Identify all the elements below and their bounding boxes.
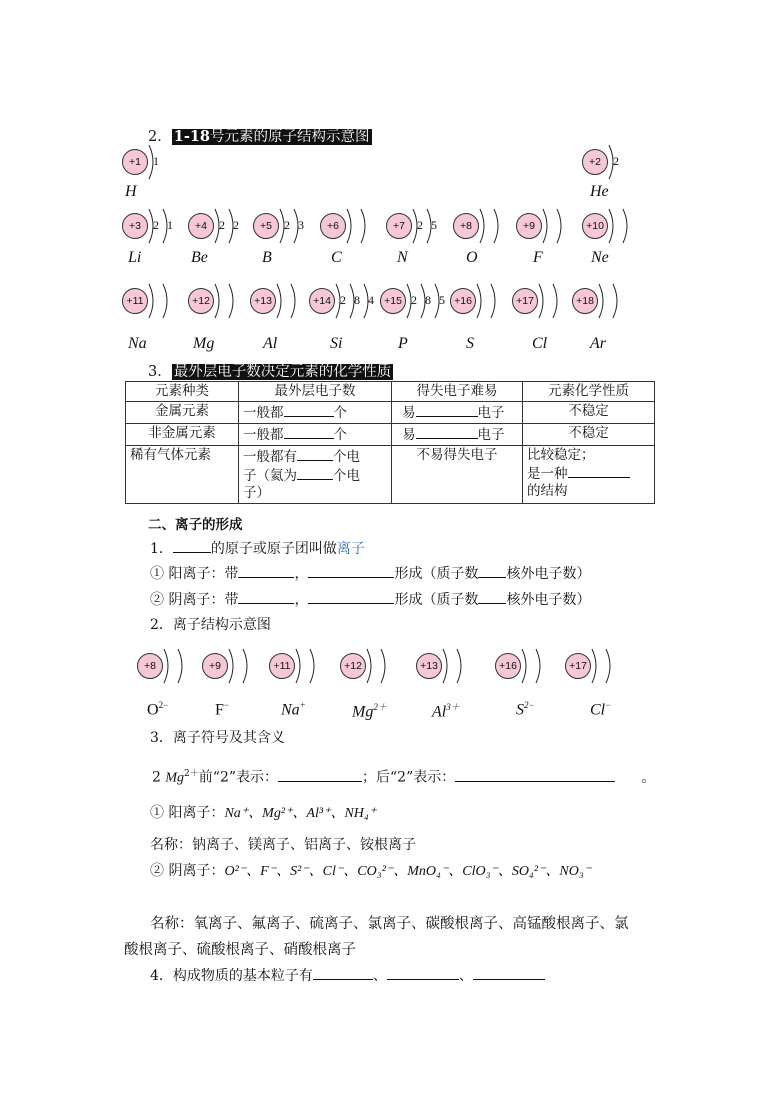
electron-shell-arc	[243, 649, 247, 683]
nucleus: +3	[122, 213, 148, 239]
ion-charge: −	[605, 700, 612, 710]
shell-electron-count: 1	[167, 218, 173, 232]
prop-cell: 不稳定	[523, 424, 655, 446]
ion-base: Al	[432, 703, 447, 721]
cell-text: 易	[402, 405, 416, 421]
text: ；后“2”表示：	[362, 769, 456, 786]
electron-shell-arc	[491, 284, 495, 318]
ion-charge: +	[299, 700, 306, 710]
fill-blank[interactable]	[297, 466, 333, 480]
ion-list: Na⁺、Mg²⁺、Al³⁺、NH₄⁺	[224, 806, 377, 821]
outer-cell	[239, 424, 392, 446]
text: 、	[458, 968, 473, 984]
ion-charge: 2−	[524, 700, 535, 710]
section-2-title	[148, 125, 372, 146]
element-symbol: P	[398, 335, 408, 352]
fill-blank[interactable]	[455, 768, 615, 782]
electron-shell-arc	[609, 209, 613, 243]
electron-shell-arc	[606, 649, 610, 683]
electron-shell-arc	[457, 649, 461, 683]
anion-examples	[150, 860, 591, 880]
cell-text: 电子	[477, 427, 505, 443]
cell-text: 是一种	[527, 466, 568, 482]
electron-shell-arc	[443, 649, 447, 683]
cell-text: 一般都有	[243, 449, 297, 465]
shell-electron-count: 2	[153, 218, 159, 232]
shell-arcs	[293, 647, 325, 685]
prop-cell	[523, 446, 655, 504]
nucleus: +7	[386, 213, 412, 239]
cell-text: 子（氦为	[243, 468, 297, 484]
shell-arcs	[212, 207, 244, 245]
electron-shell-arc	[178, 649, 182, 683]
section-heading: 二、离子的形成	[148, 517, 243, 533]
shell-electron-count: 1	[153, 154, 159, 168]
fill-blank[interactable]	[308, 590, 394, 604]
fill-blank[interactable]	[297, 447, 333, 461]
element-symbol: Si	[330, 335, 343, 352]
ion-charge: 2＋	[373, 702, 387, 712]
anion-names: 名称：氧离子、氟离子、硫离子、氯离子、碳酸根离子、高锰酸根离子、氯	[150, 916, 629, 932]
shell-electron-count: 5	[431, 218, 437, 232]
cell-text: 电子	[477, 405, 505, 421]
element-symbol: S	[466, 335, 474, 352]
shell-arcs	[536, 282, 568, 320]
shell-arcs	[477, 207, 509, 245]
ion-symbol-title: 3．离子符号及其含义	[150, 730, 285, 746]
nucleus: +13	[250, 288, 276, 314]
ion-charge: −	[223, 700, 229, 710]
ion-nucleus: +11	[269, 653, 295, 679]
shell-arcs	[212, 282, 244, 320]
shell-arcs	[606, 207, 638, 245]
fill-blank[interactable]	[473, 966, 545, 980]
text: 、	[372, 968, 387, 984]
ion-base: Mg	[352, 703, 374, 721]
electron-shell-arc	[229, 649, 233, 683]
electron-shell-arc	[164, 649, 168, 683]
fill-blank[interactable]	[173, 539, 211, 553]
ion-base: Mg	[165, 770, 185, 786]
electron-shell-arc	[367, 649, 371, 683]
cell-text: 一般都	[243, 427, 284, 443]
ion-symbol	[516, 700, 535, 719]
element-symbol: Cl	[532, 335, 548, 352]
prop-cell: 不稳定	[523, 402, 655, 424]
table-row	[126, 402, 655, 424]
cation-examples	[150, 802, 376, 822]
element-symbol: F	[533, 249, 543, 266]
fill-blank[interactable]	[478, 590, 506, 604]
electron-shell-arc	[163, 284, 167, 318]
fill-blank[interactable]	[284, 403, 334, 417]
element-symbol: Mg	[193, 335, 215, 352]
ion-charge: 2＋	[184, 769, 199, 779]
header-cell: 得失电子难易	[392, 382, 523, 402]
ion-symbol	[590, 700, 611, 719]
electron-shell-arc	[296, 649, 300, 683]
table-header-row	[126, 382, 655, 402]
element-symbol: N	[397, 249, 408, 266]
nucleus: +10	[582, 213, 608, 239]
shell-electron-count: 8	[354, 293, 360, 307]
nucleus: +4	[188, 213, 214, 239]
cell-text: 一般都	[243, 405, 284, 421]
electron-shell-arc	[592, 649, 596, 683]
fill-blank[interactable]	[416, 425, 478, 439]
text: ① 阳离子：	[150, 805, 225, 821]
fill-blank[interactable]	[278, 768, 362, 782]
ion-definition	[150, 538, 365, 558]
header-cell: 最外层电子数	[239, 382, 392, 402]
text: ① 阳离子：带	[150, 566, 239, 582]
text: 形成（质子数	[394, 592, 479, 608]
cell-text: 个	[333, 405, 347, 421]
fill-blank[interactable]	[308, 564, 394, 578]
shell-arcs	[440, 647, 472, 685]
fill-blank[interactable]	[238, 590, 294, 604]
cation-line	[150, 563, 590, 583]
ion-nucleus: +17	[565, 653, 591, 679]
shell-arcs	[540, 207, 572, 245]
electron-shell-arc	[215, 284, 219, 318]
electron-shell-arc	[277, 284, 281, 318]
electron-shell-arc	[553, 284, 557, 318]
nucleus: +2	[582, 149, 608, 175]
cell-text: 比较稳定；	[527, 447, 595, 463]
electron-shell-arc	[480, 209, 484, 243]
shell-electron-count: 8	[425, 293, 431, 307]
shell-electron-count: 2	[417, 218, 423, 232]
shell-electron-count: 2	[233, 218, 239, 232]
ion-symbol	[281, 700, 306, 719]
ion-symbol	[352, 700, 387, 721]
shell-electron-count: 2	[340, 293, 346, 307]
cell-text: 易	[402, 427, 416, 443]
shell-arcs	[344, 207, 376, 245]
element-symbol: Be	[191, 249, 208, 266]
electron-shell-arc	[599, 284, 603, 318]
cell-text: 个	[333, 427, 347, 443]
text: ，	[294, 566, 309, 582]
nucleus: +15	[380, 288, 406, 314]
ion-charge: 2−	[158, 700, 169, 710]
header-cell: 元素种类	[126, 382, 239, 402]
ease-cell	[392, 424, 523, 446]
shell-electron-count: 2	[613, 154, 619, 168]
electron-shell-arc	[539, 284, 543, 318]
electron-shell-arc	[623, 209, 627, 243]
shell-arcs	[161, 647, 193, 685]
fill-blank[interactable]	[568, 464, 630, 478]
cell-text: 个电	[333, 449, 360, 465]
kind-cell: 稀有气体元素	[126, 446, 239, 504]
shell-arcs	[146, 282, 178, 320]
fill-blank[interactable]	[387, 966, 459, 980]
text: ② 阴离子：带	[150, 592, 239, 608]
electron-shell-arc	[477, 284, 481, 318]
nucleus: +14	[309, 288, 335, 314]
electron-shell-arc	[347, 209, 351, 243]
section-3-title	[148, 360, 393, 381]
text: 的原子或原子团叫做	[210, 541, 337, 557]
shell-arcs	[596, 282, 628, 320]
electron-shell-arc	[361, 209, 365, 243]
ion-list: O²⁻、F⁻、S²⁻、Cl⁻、CO₃²⁻、MnO₄⁻、ClO₃⁻、SO₄²⁻、NO₃⁻	[224, 864, 592, 879]
element-property-table	[125, 381, 655, 504]
element-symbol: B	[262, 249, 272, 266]
text: 。	[641, 769, 656, 786]
element-symbol: O	[466, 249, 478, 266]
ion-symbol	[432, 700, 460, 721]
shell-electron-count: 3	[298, 218, 304, 232]
mg-meaning-line	[152, 766, 655, 787]
text: 4．构成物质的基本粒子有	[150, 968, 313, 984]
shell-arcs	[277, 207, 309, 245]
shell-arcs	[274, 282, 306, 320]
section-number: 3．	[148, 364, 172, 380]
title-text: 最外层电子数决定元素的化学性质	[173, 364, 392, 380]
cation-names: 名称：钠离子、镁离子、铝离子、铵根离子	[150, 837, 416, 853]
shell-arcs	[364, 647, 396, 685]
electron-shell-arc	[291, 284, 295, 318]
nucleus: +16	[450, 288, 476, 314]
electron-shell-arc	[310, 649, 314, 683]
nucleus: +17	[512, 288, 538, 314]
shell-arcs	[226, 647, 258, 685]
shell-electron-count: 2	[411, 293, 417, 307]
cell-text: 个电	[333, 468, 360, 484]
ion-nucleus: +16	[495, 653, 521, 679]
text: 2	[152, 769, 161, 786]
ion-base: Cl	[590, 701, 606, 719]
basic-particles-line	[150, 965, 545, 985]
ease-cell	[392, 402, 523, 424]
fill-blank[interactable]	[478, 564, 506, 578]
nucleus: +9	[516, 213, 542, 239]
electron-shell-arc	[229, 284, 233, 318]
fill-blank[interactable]	[284, 425, 334, 439]
shell-electron-count: 5	[439, 293, 445, 307]
fill-blank[interactable]	[238, 564, 294, 578]
shell-electron-count: 2	[284, 218, 290, 232]
ion-base: O	[147, 701, 159, 719]
shell-arcs	[519, 647, 551, 685]
item-number: 1．	[150, 541, 173, 557]
text: 前“2”表示：	[198, 769, 279, 786]
ion-link[interactable]: 离子	[336, 541, 365, 557]
electron-shell-arc	[543, 209, 547, 243]
shell-electron-count: 4	[368, 293, 374, 307]
kind-cell: 非金属元素	[126, 424, 239, 446]
text: ，	[294, 592, 309, 608]
element-symbol: C	[331, 249, 342, 266]
element-symbol: H	[125, 183, 137, 200]
nucleus: +6	[320, 213, 346, 239]
element-symbol: Na	[128, 335, 147, 352]
nucleus: +18	[572, 288, 598, 314]
ion-base: S	[516, 701, 524, 719]
electron-shell-arc	[381, 649, 385, 683]
element-symbol: Ar	[590, 335, 606, 352]
nucleus: +11	[122, 288, 148, 314]
ion-nucleus: +12	[340, 653, 366, 679]
text: 核外电子数）	[506, 592, 591, 608]
title-range: 1-18	[173, 128, 211, 145]
element-symbol: He	[590, 183, 609, 200]
table-row-noble	[126, 446, 655, 504]
text: 核外电子数）	[506, 566, 591, 582]
anion-line	[150, 589, 590, 609]
table-row	[126, 424, 655, 446]
ion-nucleus: +8	[137, 653, 163, 679]
fill-blank[interactable]	[313, 966, 373, 980]
shell-electron-count: 2	[219, 218, 225, 232]
ion-base: F	[215, 701, 224, 719]
text: ② 阴离子：	[150, 863, 225, 879]
cell-text: 的结构	[527, 483, 568, 499]
ion-symbol	[215, 700, 229, 719]
header-cell: 元素化学性质	[523, 382, 655, 402]
electron-shell-arc	[522, 649, 526, 683]
electron-shell-arc	[613, 284, 617, 318]
nucleus: +12	[188, 288, 214, 314]
ion-charge: 3＋	[446, 702, 460, 712]
ion-base: Na	[281, 701, 300, 719]
ion-nucleus: +9	[202, 653, 228, 679]
outer-cell	[239, 402, 392, 424]
text: 形成（质子数	[394, 566, 479, 582]
ion-diagram-title: 2．离子结构示意图	[150, 617, 271, 633]
ease-cell: 不易得失电子	[392, 446, 523, 504]
nucleus: +1	[122, 149, 148, 175]
fill-blank[interactable]	[416, 403, 478, 417]
kind-cell: 金属元素	[126, 402, 239, 424]
shell-arcs	[146, 207, 178, 245]
nucleus: +5	[253, 213, 279, 239]
element-symbol: Al	[263, 335, 278, 352]
shell-arcs	[474, 282, 506, 320]
element-symbol: Li	[128, 249, 142, 266]
ion-symbol	[147, 700, 168, 719]
shell-arcs	[589, 647, 621, 685]
element-symbol: Ne	[591, 249, 609, 266]
electron-shell-arc	[149, 284, 153, 318]
anion-names-cont: 酸根离子、硫酸根离子、硝酸根离子	[124, 942, 356, 958]
electron-shell-arc	[557, 209, 561, 243]
nucleus: +8	[453, 213, 479, 239]
electron-shell-arc	[494, 209, 498, 243]
cell-text: 子）	[243, 485, 270, 501]
section-number: 2．	[148, 129, 172, 145]
electron-shell-arc	[536, 649, 540, 683]
shell-arcs	[410, 207, 442, 245]
outer-cell	[239, 446, 392, 504]
ion-nucleus: +13	[416, 653, 442, 679]
title-text: 号元素的原子结构示意图	[210, 129, 370, 145]
